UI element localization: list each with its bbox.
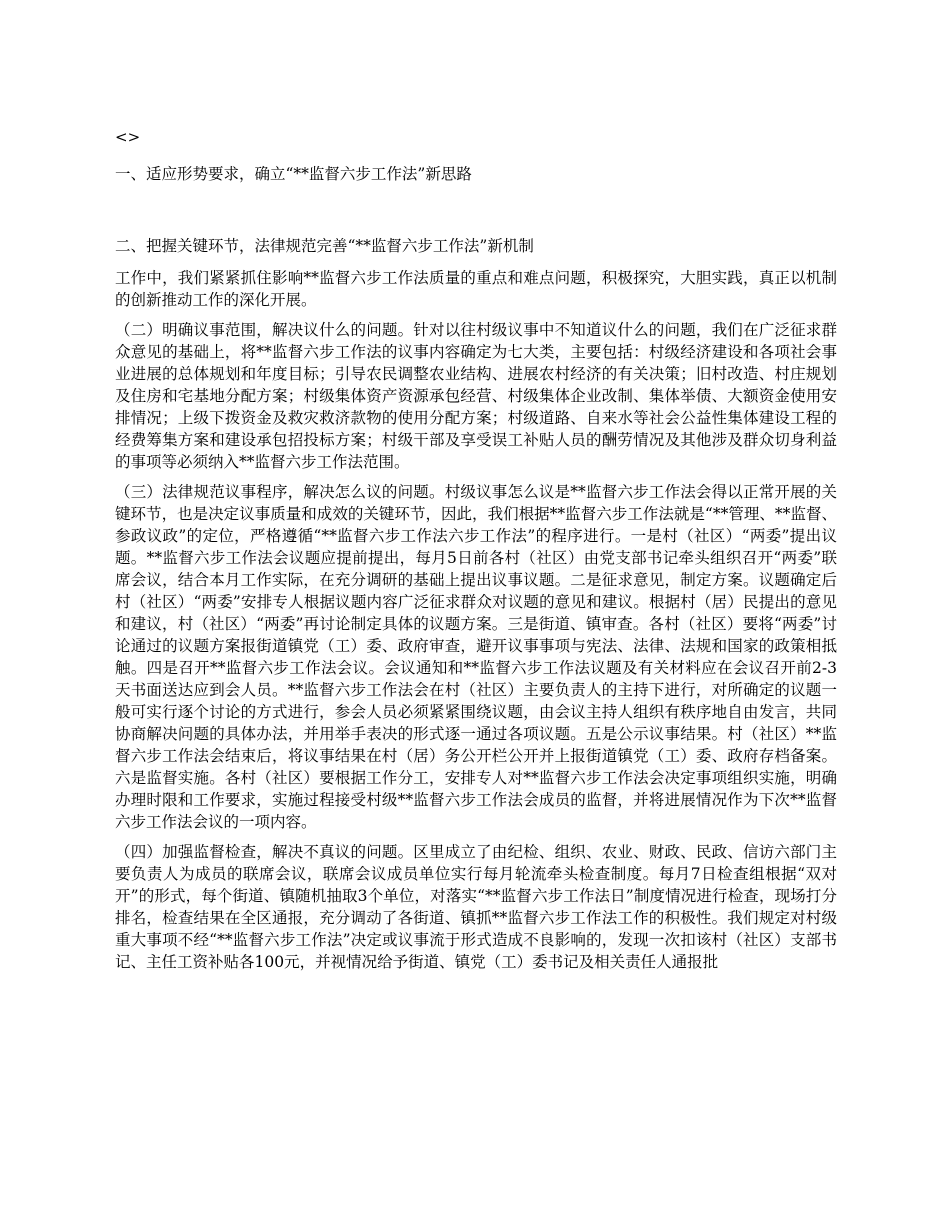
section-heading-1: 一、适应形势要求，确立“**监督六步工作法”新思路 [115,165,472,183]
section-heading-2: 二、把握关键环节，法律规范完善“**监督六步工作法”新机制 [115,237,534,255]
paragraph-scope: （二）明确议事范围，解决议什么的问题。针对以往村级议事中不知道议什么的问题，我们在广泛征求群众意见的基础上，将**监督六步工作法的议事内容确定为七大类，主要包括：村级经济建设和各项社会事业进展的总体规划和年度目标；引导农民调整农业结构、进展农村经济的有关决策；旧村改造、村庄规划及住房和宅基地分配方案；村级集体资产资源承包经营、村级集体企业改制、集体举债、大额资金使用安排情况；上级下拨资金及救灾救济款物的使用分配方案；村级道路、自来水等社会公益性集体建设工程的经费筹集方案和建设承包招投标方案；村级干部及享受误工补贴人员的酬劳情况及其他涉及群众切身利益的事项等必须纳入**监督六步工作法范围。 [115,321,837,471]
paragraph-supervision: （四）加强监督检查，解决不真议的问题。区里成立了由纪检、组织、农业、财政、民政、信访六部门主要负责人为成员的联席会议，联席会议成员单位实行每月轮流牵头检查制度。每月7日检查组根据“双对开”的形式，每个街道、镇随机抽取3个单位，对落实“**监督六步工作法日”制度情况进行检查，现场打分排名，检查结果在全区通报，充分调动了各街道、镇抓**监督六步工作法工作的积极性。我们规定对村级重大事项不经“**监督六步工作法”决定或议事流于形式造成不良影响的，发现一次扣该村（社区）支部书记、主任工资补贴各100元，并视情况给予街道、镇党（工）委书记及相关责任人通报批 [115,843,837,971]
paragraph-intro: 工作中，我们紧紧抓住影响**监督六步工作法质量的重点和难点问题，积极探究，大胆实践，真正以机制的创新推动工作的深化开展。 [115,269,837,309]
page-marker: <> [115,128,141,146]
document-body [115,267,837,981]
paragraph-procedure: （三）法律规范议事程序，解决怎么议的问题。村级议事怎么议是**监督六步工作法会得以正常开展的关键环节，也是决定议事质量和成效的关键环节，因此，我们根据**监督六步工作法就是“**管理、**监督、参政议政”的定位，严格遵循“**监督六步工作法六步工作法”的程序进行。一是村（社区）“两委”提出议题。**监督六步工作法会议题应提前提出，每月5日前各村（社区）由党支部书记牵头组织召开“两委”联席会议，结合本月工作实际，在充分调研的基础上提出议事议题。二是征求意见，制定方案。议题确定后村（社区）“两委”安排专人根据议题内容广泛征求群众对议题的意见和建议。根据村（居）民提出的意见和建议，村（社区）“两委”再讨论制定具体的议题方案。三是街道、镇审查。各村（社区）要将“两委”讨论通过的议题方案报街道镇党（工）委、政府审查，避开议事事项与宪法、法律、法规和国家的政策相抵触。四是召开**监督六步工作法会议。会议通知和**监督六步工作法议题及有关材料应在会议召开前2-3天书面送达应到会人员。**监督六步工作法会在村（社区）主要负责人的主持下进行，对所确定的议题一般可实行逐个讨论的方式进行，参会人员必须紧紧围绕议题，由会议主持人组织有秩序地自由发言，共同协商解决问题的具体办法，并用举手表决的形式逐一通过各项议题。五是公示议事结果。村（社区）**监督六步工作法会结束后，将议事结果在村（居）务公开栏公开并上报街道镇党（工）委、政府存档备案。六是监督实施。各村（社区）要根据工作分工，安排专人对**监督六步工作法会决定事项组织实施，明确办理时限和工作要求，实施过程接受村级**监督六步工作法会成员的监督，并将进展情况作为下次**监督六步工作法会议的一项内容。 [115,483,837,831]
